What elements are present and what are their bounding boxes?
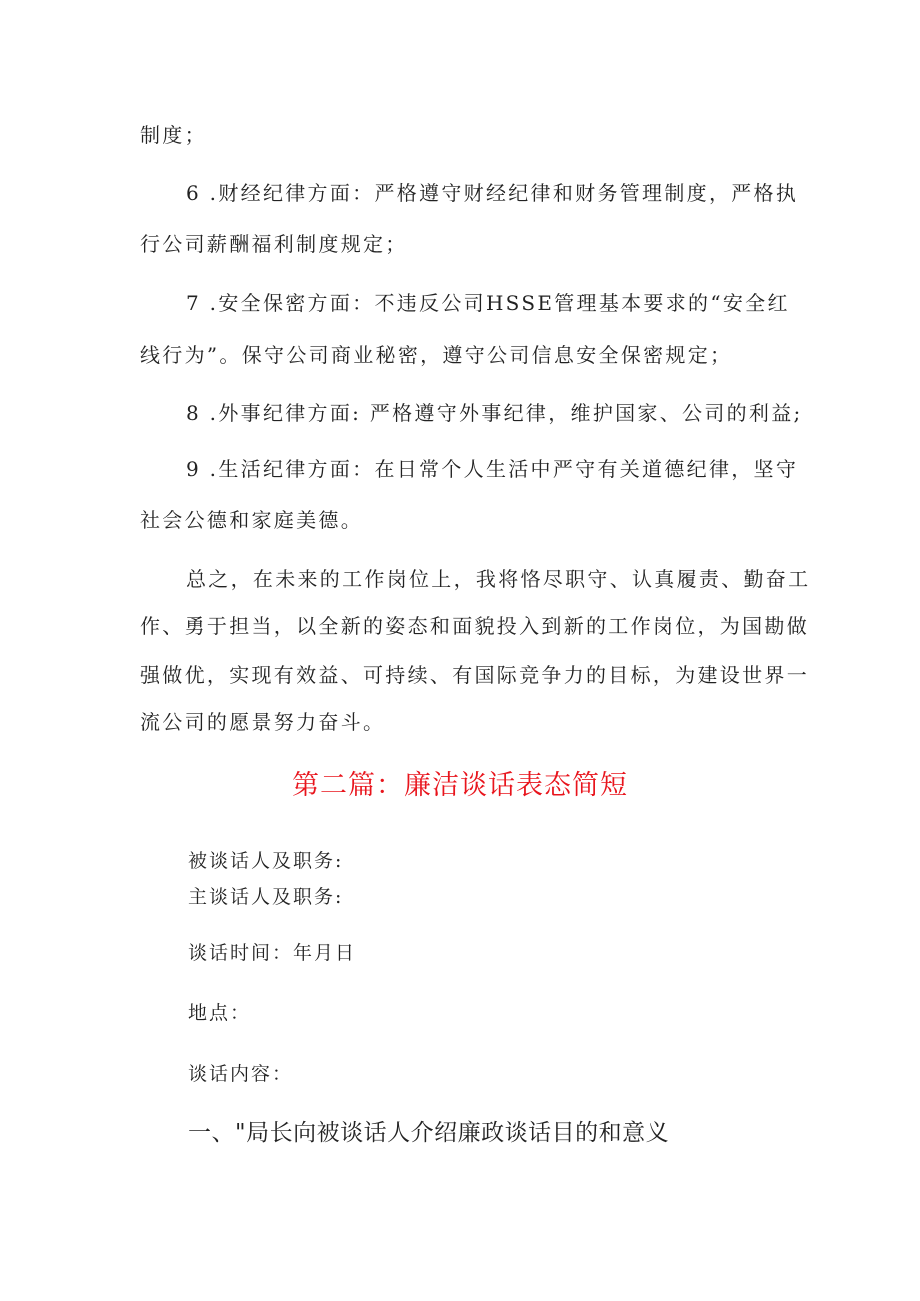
paragraph-line: 作、勇于担当，以全新的姿态和面貌投入到新的工作岗位，为国勘做 [140,614,809,638]
paragraph-line: 线行为”。保守公司商业秘密，遵守公司信息安全保密规定； [140,343,733,367]
paragraph-line: 制度； [140,123,207,147]
paragraph-line: 7 .安全保密方面：不违反公司HSSE管理基本要求的“安全红 [186,291,790,315]
paragraph-line: 社会公德和家庭美德。 [140,508,363,532]
section-title: 第二篇：廉洁谈话表态简短 [292,770,628,801]
paragraph-line: 总之，在未来的工作岗位上，我将恪尽职守、认真履责、勤奋工 [186,567,811,591]
paragraph-line: 9 .生活纪律方面：在日常个人生活中严守有关道德纪律，坚守 [186,457,799,481]
paragraph-line: 8 .外事纪律方面: 严格遵守外事纪律，维护国家、公司的利益; [186,401,803,425]
paragraph-line: 流公司的愿景努力奋斗。 [140,710,386,734]
interview-time-label: 谈话时间：年月日 [188,942,357,964]
interviewer-label: 主谈话人及职务: [188,886,344,908]
paragraph-line: 6 .财经纪律方面：严格遵守财经纪律和财务管理制度，严格执 [186,181,799,205]
section-heading: 一、"局长向被谈话人介绍廉政谈话目的和意义 [188,1120,670,1146]
paragraph-line: 强做优，实现有效益、可持续、有国际竞争力的目标，为建设世界一 [140,663,809,687]
interviewee-label: 被谈话人及职务: [188,850,344,872]
location-label: 地点： [188,1002,252,1024]
paragraph-line: 行公司薪酬福利制度规定； [140,232,408,256]
content-label: 谈话内容： [188,1063,294,1085]
